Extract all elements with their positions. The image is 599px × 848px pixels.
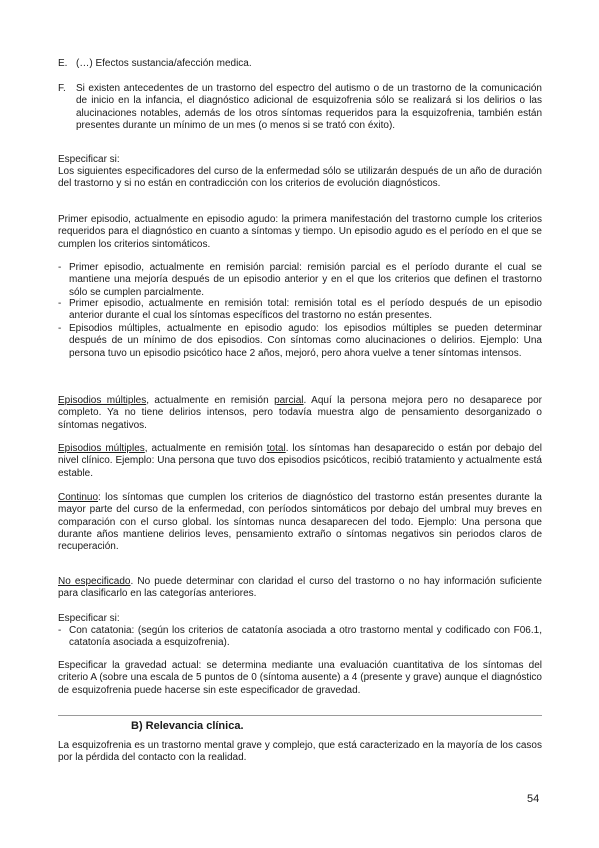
- term-unspecified: No especificado: [58, 576, 131, 587]
- partial-mid-text: , actualmente en remisión: [146, 395, 275, 406]
- dash-item-text: Primer episodio, actualmente en remisión total: remisión total es el período después de un episodio anterior durante el cual los síntomas específicos del trastorno no están presentes.: [69, 298, 542, 322]
- continuous-paragraph: [58, 492, 542, 553]
- term-multiple-episodes: Episodios múltiples: [58, 395, 147, 406]
- dash-marker: -: [58, 298, 62, 309]
- page-number: 54: [527, 793, 540, 805]
- criterion-e-text: (…) Efectos sustancia/afección medica.: [76, 58, 252, 69]
- term-continuous: Continuo: [58, 492, 99, 503]
- section-b-text: La esquizofrenia es un trastorno mental grave y complejo, que está caracterizado en la mayoría de los casos por la pérdida del contacto con la realidad.: [58, 740, 542, 764]
- partial-rest-text: . Aquí la persona mejora pero no desaparece por completo. Ya no tiene delirios intensos, pero todavía muestra algo de pensamiento desorganizado o síntomas negativos.: [58, 395, 542, 431]
- dash-item-total: [58, 298, 542, 323]
- catatonia-text: Con catatonia: (según los criterios de catatonía asociada a otro trastorno mental y codificado con F06.1, catatonía asociada a esquizofrenia).: [69, 625, 542, 649]
- section-b-title: B) Relevancia clínica.: [131, 720, 244, 732]
- specify-heading-1: Especificar si:: [58, 154, 120, 165]
- criterion-e: [58, 58, 542, 70]
- total-rest-text: . los síntomas han desaparecido o están por debajo del nivel clínico. Ejemplo: Una persona que tuvo dos episodios psicóticos, recibió tratamiento y actualmente está estable.: [58, 443, 543, 479]
- section-divider: [58, 715, 542, 716]
- total-mid-text: , actualmente en remisión: [144, 443, 267, 454]
- first-episode-paragraph: Primer episodio, actualmente en episodio agudo: la primera manifestación del trastorno cumple los criterios requeridos para el diagnóstico en cuanto a síntomas y tiempo. Un episodio agudo es el período en el que se cumplen los criterios sintomáticos.: [58, 214, 542, 250]
- total-remission-paragraph: [58, 443, 542, 480]
- criterion-f-label: F.: [58, 83, 66, 94]
- unspecified-rest-text: . No puede determinar con claridad el curso del trastorno o no hay información suficiente para clasificarlo en las categorías anteriores.: [58, 576, 542, 600]
- dash-marker: -: [58, 625, 62, 636]
- specify-text-1: Los siguientes especificadores del curso de la enfermedad sólo se utilizarán después de un año de duración del trastorno y si no están en contradicción con los criterios de evolución diagnósticos.: [58, 166, 542, 190]
- criterion-f-text: Si existen antecedentes de un trastorno del espectro del autismo o de un trastorno de la comunicación de inicio en la infancia, el diagnóstico adicional de esquizofrenia sólo se realizará si los delirios o las alucinaciones notables, además de los otros síntomas requeridos para la esquizofrenia, también están presentes durante un mínimo de un mes (o menos si se trató con éxito).: [76, 83, 542, 131]
- dash-item-text: Episodios múltiples, actualmente en episodio agudo: los episodios múltiples se pueden determinar después de un mínimo de dos episodios. Con síntomas como alucinaciones o delirios. Ejemplo: Una persona tuvo un episodio psicótico hace 2 años, mejoró, pero ahora vuelve a tener síntomas intensos.: [69, 323, 542, 359]
- dash-item-multiple-acute: [58, 323, 542, 360]
- unspecified-paragraph: [58, 576, 542, 601]
- term-partial: parcial: [274, 395, 304, 406]
- continuous-rest-text: : los síntomas que cumplen los criterios de diagnóstico del trastorno están presentes durante la mayor parte del curso de la enfermedad, con períodos sintomáticos por debajo del umbral muy breves en comparación con el curso global. los síntomas nunca desaparecen del todo. Ejemplo: Una persona que durante años mantiene delirios leves, pensamiento extraño o síntomas negativos sin periodos claros de recuperación.: [58, 492, 542, 553]
- term-multiple-episodes: Episodios múltiples: [58, 443, 145, 454]
- dash-marker: -: [58, 262, 62, 273]
- term-total: total: [266, 443, 286, 454]
- specify-heading-2: Especificar si:: [58, 613, 120, 624]
- severity-paragraph: Especificar la gravedad actual: se determina mediante una evaluación cuantitativa de los síntomas del criterio A (sobre una escala de 5 puntos de 0 (síntoma ausente) a 4 (presente y grave) aunque el diagnóstico de esquizofrenia puede hacerse sin este especificador de gravedad.: [58, 660, 542, 696]
- criterion-e-label: E.: [58, 58, 68, 69]
- dash-marker: -: [58, 323, 62, 334]
- dash-item-text: Primer episodio, actualmente en remisión parcial: remisión parcial es el período durante el cual se mantiene una mejoría después de un episodio anterior y en el que los criterios que definen el trastorno sólo se cumplen parcialmente.: [69, 262, 542, 298]
- dash-item-catatonia: [58, 625, 542, 650]
- partial-remission-paragraph: [58, 395, 542, 432]
- dash-item-partial: [58, 262, 542, 299]
- criterion-f: [58, 83, 542, 132]
